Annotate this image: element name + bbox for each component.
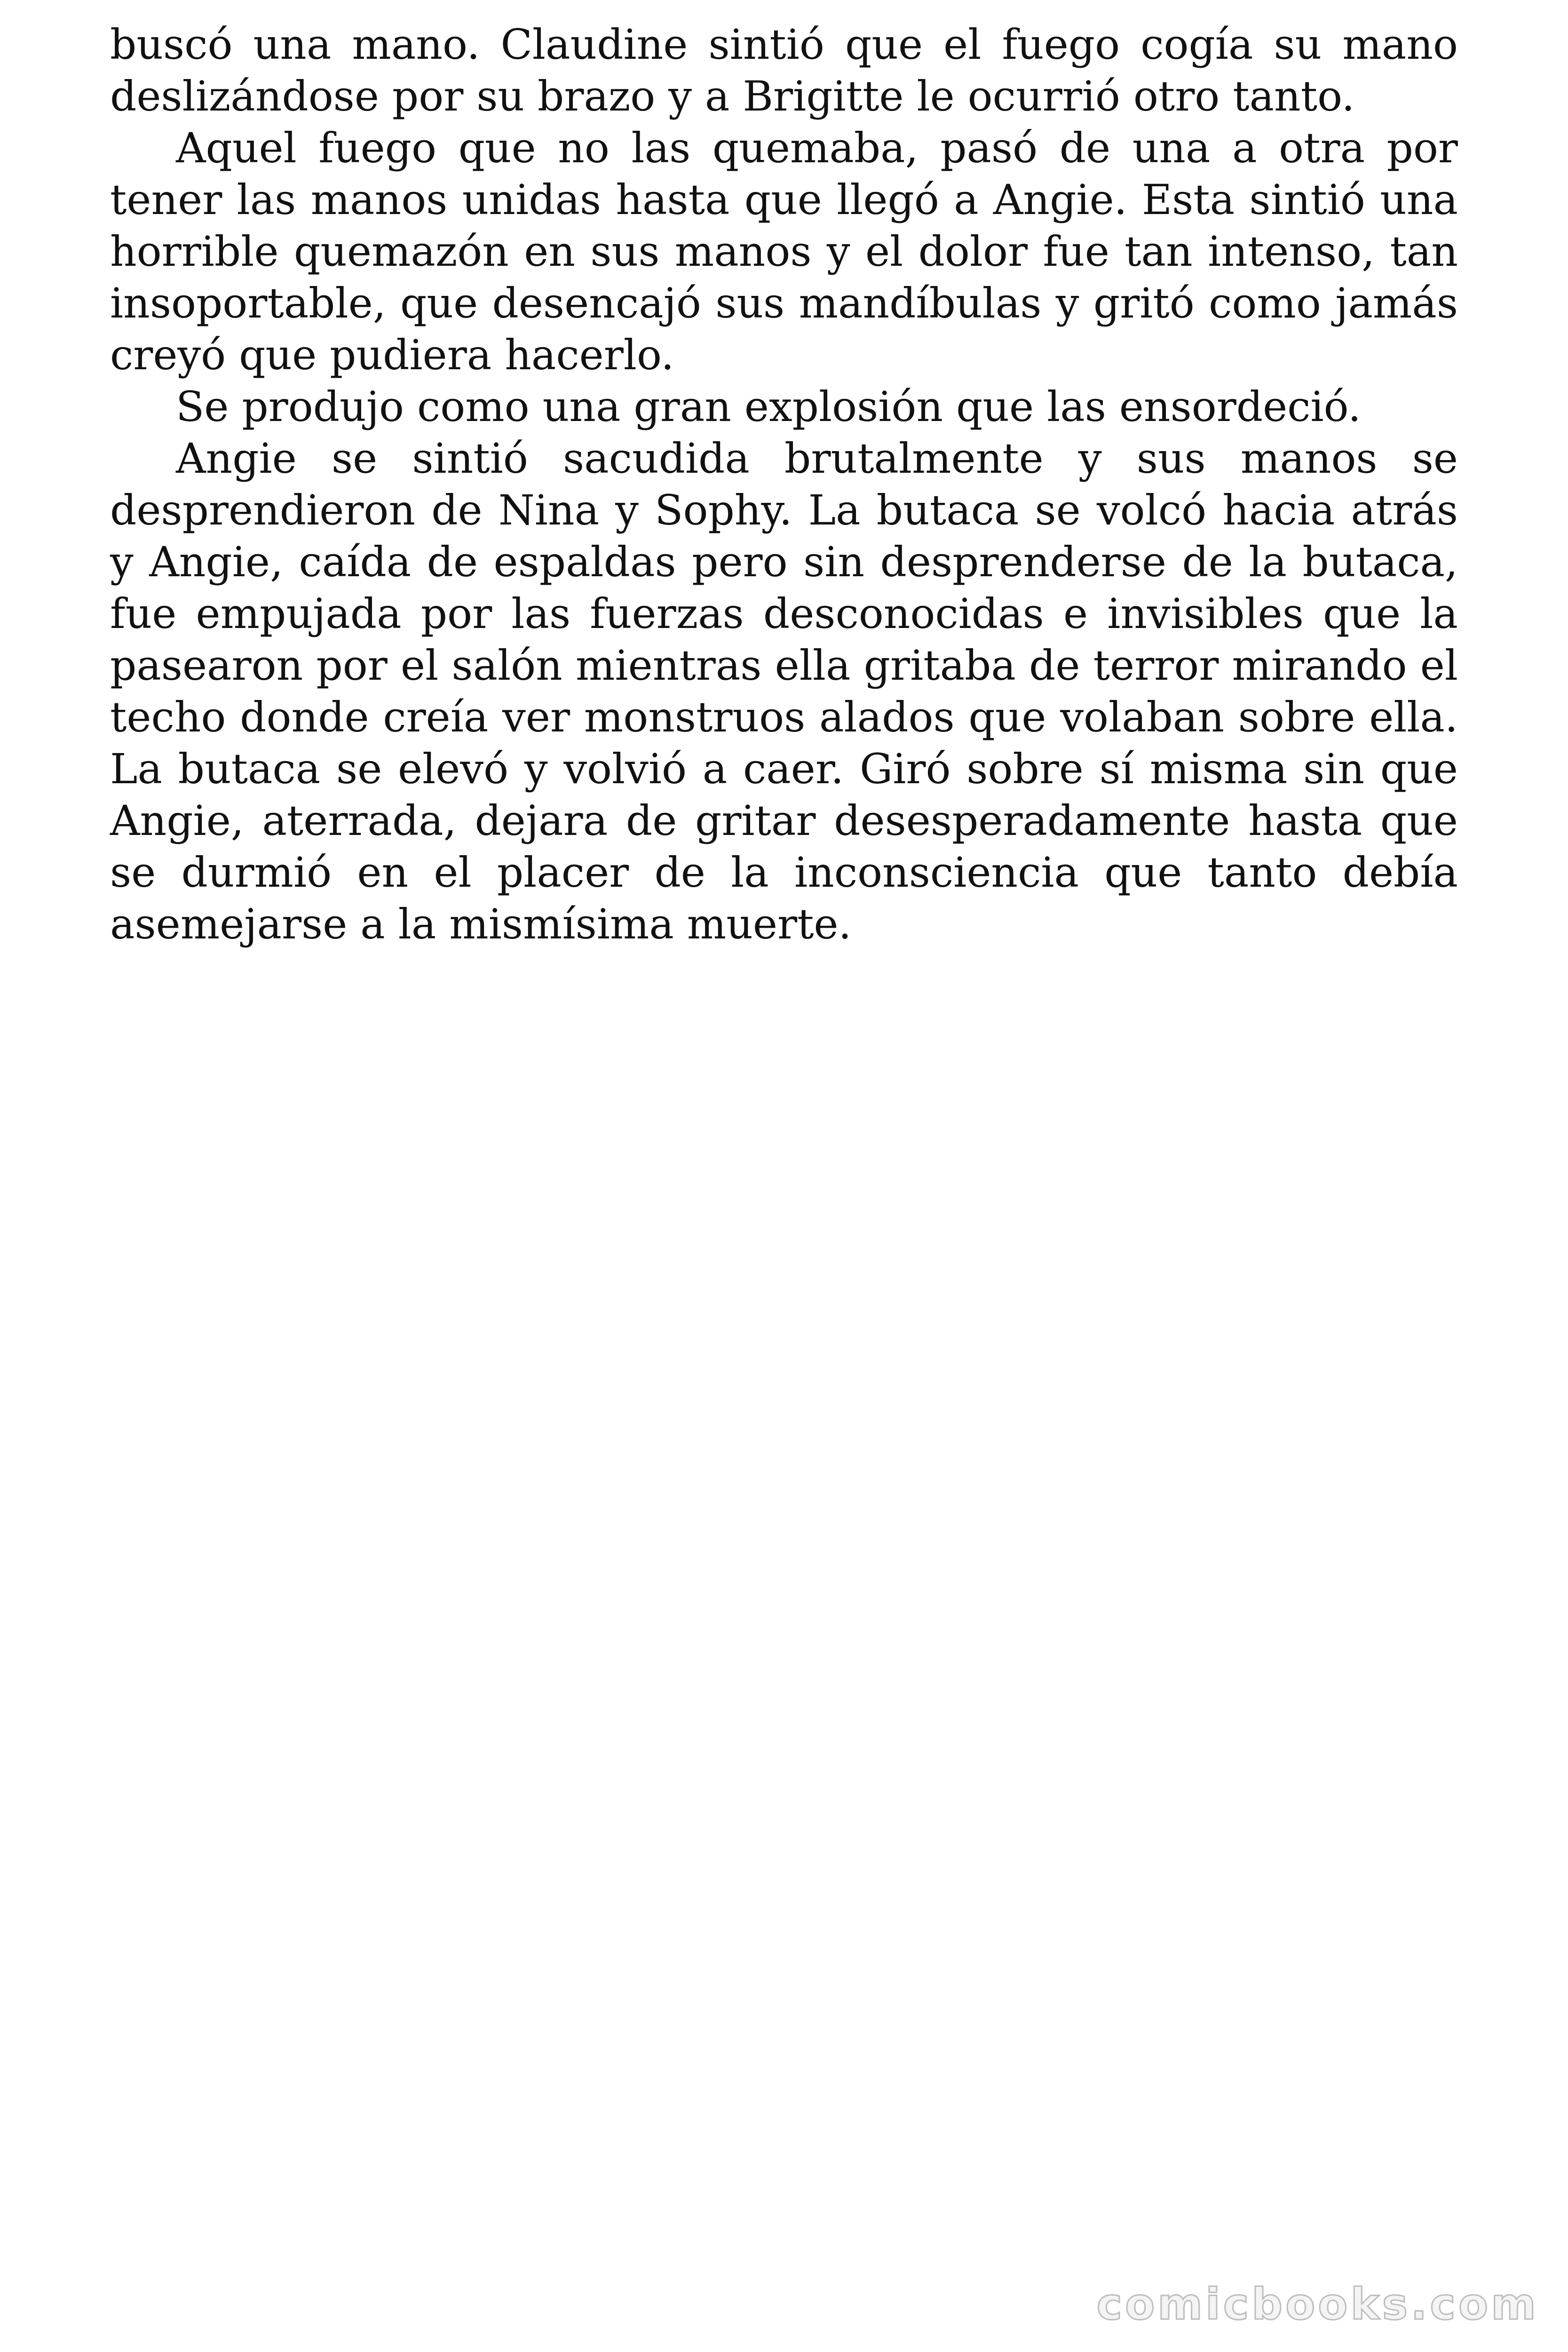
- paragraph: Aquel fuego que no las quemaba, pasó de una a otra por tener las manos unidas hasta que llegó a Angie. Esta sintió una horrible quemazón en sus manos y el dolor fue tan intenso, tan insoportable, que desencajó sus mandíbulas y gritó como jamás creyó que pudiera hacerlo.: [110, 124, 1458, 379]
- paragraph: buscó una mano. Claudine sintió que el fuego cogía su mano deslizándose por su brazo y a Brigitte le ocurrió otro tanto.: [110, 20, 1458, 120]
- watermark-logo: comicbooks.com: [1096, 2279, 1539, 2329]
- paragraph: Angie se sintió sacudida brutalmente y sus manos se desprendieron de Nina y Sophy. La butaca se volcó hacia atrás y Angie, caída de espaldas pero sin desprenderse de la butaca, fue empujada por las fuerzas desconocidas e invisibles que la pasearon por el salón mientras ella gritaba de terror mirando el techo donde creía ver monstruos alados que volaban sobre ella. La butaca se elevó y volvió a caer. Giró sobre sí misma sin que Angie, aterrada, dejara de gritar desesperadamente hasta que se durmió en el placer de la inconsciencia que tanto debía asemejarse a la mismísima muerte.: [110, 434, 1458, 948]
- page-body: [110, 19, 1458, 950]
- paragraph: Se produjo como una gran explosión que las ensordeció.: [176, 382, 1362, 431]
